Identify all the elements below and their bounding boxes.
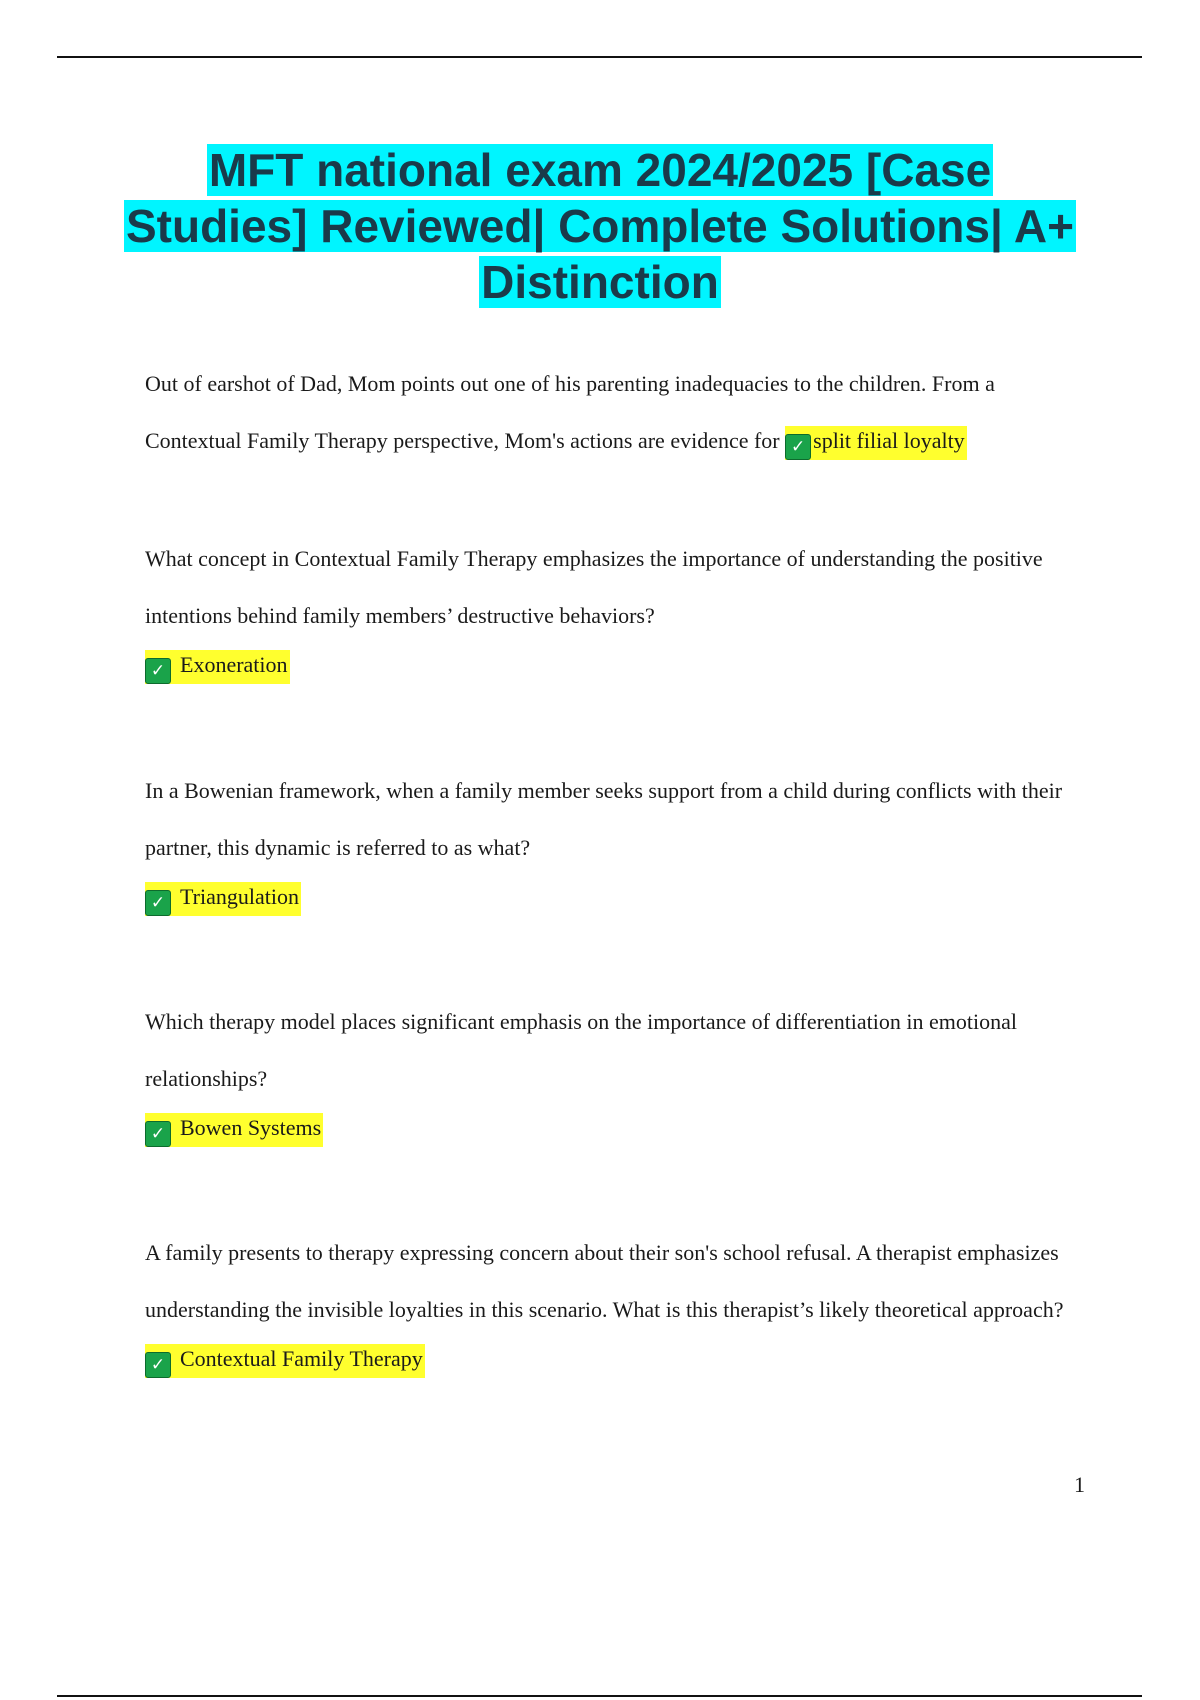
answer-highlight: ✓ Contextual Family Therapy	[145, 1344, 425, 1378]
answer-highlight: ✓ split filial loyalty	[785, 426, 967, 460]
title-text: MFT national exam 2024/2025 [Case Studies] Reviewed| Complete Solutions| A+ Distinction	[125, 144, 1075, 308]
check-mark-icon: ✓	[145, 658, 171, 684]
page-number: 1	[1074, 1472, 1085, 1497]
question-block-3	[145, 762, 1080, 916]
answer-highlight: ✓ Bowen Systems	[145, 1113, 323, 1147]
question-block-2	[145, 530, 1080, 684]
check-mark-icon: ✓	[145, 1352, 171, 1378]
question-block-5	[145, 1224, 1080, 1378]
check-mark-icon: ✓	[145, 1121, 171, 1147]
answer-highlight: ✓ Exoneration	[145, 650, 290, 684]
footer-rule	[57, 1695, 1142, 1697]
page-title	[120, 142, 1080, 310]
question-text: A family presents to therapy expressing concern about their son's school refusal. A therapist emphasizes understanding the invisible loyalties in this scenario. What is this therapist’s likely theoretical approach?	[145, 1240, 1064, 1322]
question-text: Out of earshot of Dad, Mom points out one of his parenting inadequacies to the children. From a Contextual Family Therapy perspective, Mom's actions are evidence for ✓ split filial loyalty	[145, 355, 1080, 469]
check-mark-icon: ✓	[145, 890, 171, 916]
header-rule	[57, 56, 1142, 58]
check-mark-icon: ✓	[785, 434, 811, 460]
answer-highlight: ✓ Triangulation	[145, 882, 301, 916]
question-block-4	[145, 993, 1080, 1147]
question-text: In a Bowenian framework, when a family member seeks support from a child during conflicts with their partner, this dynamic is referred to as what?	[145, 778, 1063, 860]
question-block-1	[145, 355, 1080, 469]
question-text: What concept in Contextual Family Therapy emphasizes the importance of understanding the positive intentions behind family members’ destructive behaviors?	[145, 546, 1043, 628]
question-text: Which therapy model places significant emphasis on the importance of differentiation in emotional relationships?	[145, 1009, 1017, 1091]
